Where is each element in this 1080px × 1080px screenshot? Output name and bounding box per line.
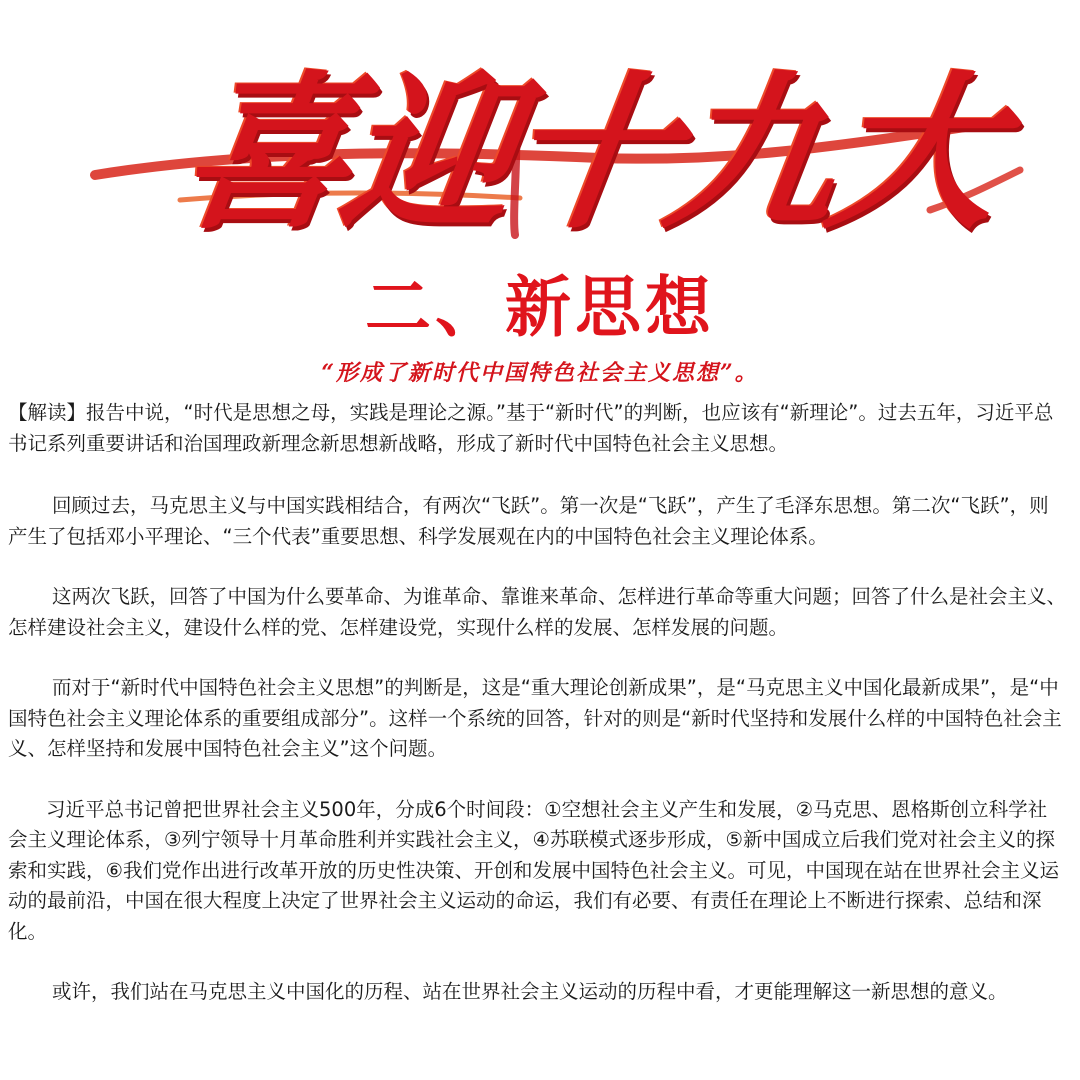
quote: “形成了新时代中国特色社会主义思想”。: [321, 360, 759, 386]
paragraph: 而对于“新时代中国特色社会主义思想”的判断是，这是“重大理论创新成果”，是“马克思主义中国化最新成果”，是“中国特色社会主义理论体系的重要组成部分”。这样一个系统的回答，针对的则是“新时代坚持和发展什么样的中国特色社会主义、怎样坚持和发展中国特色社会主义”这个问题。: [8, 676, 1062, 760]
paragraph: 回顾过去，马克思主义与中国实践相结合，有两次“飞跃”。第一次是“飞跃”，产生了毛泽东思想。第二次“飞跃”，则产生了包括邓小平理论、“三个代表”重要思想、科学发展观在内的中国特色社会主义理论体系。: [8, 494, 1049, 548]
banner-title: 喜迎十九大: [169, 53, 1008, 252]
section-title: 二、新思想: [365, 269, 715, 346]
paragraph: 【解读】报告中说，“时代是思想之母，实践是理论之源。”基于“新时代”的判断，也应该有“新理论”。过去五年，习近平总书记系列重要讲话和治国理政新理念新思想新战略，形成了新时代中国特色社会主义思想。: [8, 401, 1054, 455]
banner: [0, 0, 1080, 270]
article-body: [8, 398, 1066, 1038]
paragraph: 习近平总书记曾把世界社会主义500年，分成6个时间段：①空想社会主义产生和发展，②马克思、恩格斯创立科学社会主义理论体系，③列宁领导十月革命胜利并实践社会主义，④苏联模式逐步形成，⑤新中国成立后我们党对社会主义的探索和实践，⑥我们党作出进行改革开放的历史性决策、开创和发展中国特色社会主义。可见，中国现在站在世界社会主义运动的最前沿，中国在很大程度上决定了世界社会主义运动的命运，我们有必要、有责任在理论上不断进行探索、总结和深化。: [8, 797, 1059, 943]
paragraph: 这两次飞跃，回答了中国为什么要革命、为谁革命、靠谁来革命、怎样进行革命等重大问题；回答了什么是社会主义、怎样建设社会主义，建设什么样的党、怎样建设党，实现什么样的发展、怎样发展的问题。: [8, 585, 1067, 639]
paragraph: 或许，我们站在马克思主义中国化的历程、站在世界社会主义运动的历程中看，才更能理解这一新思想的意义。: [52, 980, 1008, 1003]
